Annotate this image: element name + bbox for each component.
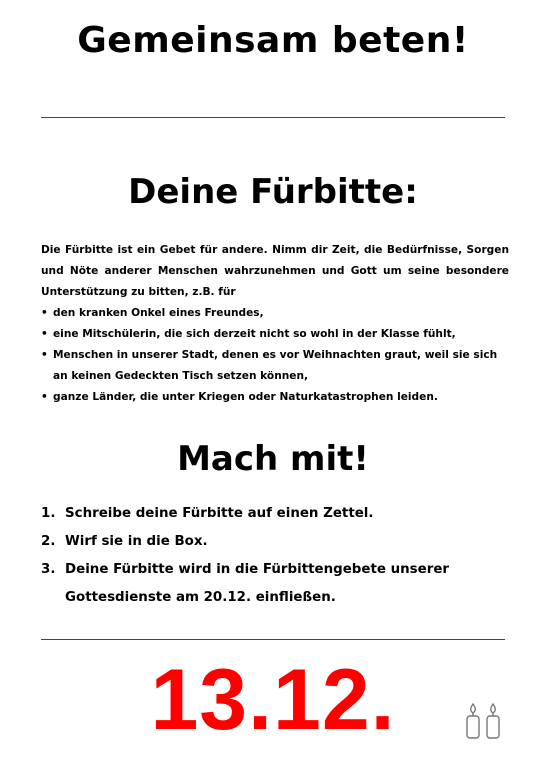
candles-icon — [464, 702, 504, 746]
list-item — [41, 387, 509, 408]
section-heading-request: Deine Fürbitte: — [128, 172, 418, 212]
step-text: Deine Fürbitte wird in die Fürbittengebete unserer Gottesdienste am 20.12. einfließen. — [65, 562, 450, 605]
bullet-marker: • — [41, 328, 48, 340]
intro-paragraph: Die Fürbitte ist ein Gebet für andere. Nimm dir Zeit, die Bedürfnisse, Sorgen und Nöte anderer Menschen wahrzunehmen und Gott um seine besondere Unterstützung zu bitten, z.B. für — [41, 244, 509, 298]
bullet-marker: • — [41, 307, 48, 319]
examples-list — [41, 303, 509, 408]
step-item — [41, 528, 511, 556]
list-item — [41, 345, 509, 387]
list-item-text: eine Mitschülerin, die sich derzeit nicht so wohl in der Klasse fühlt, — [53, 328, 456, 340]
list-item-text: Menschen in unserer Stadt, denen es vor Weihnachten graut, weil sie sich an keinen Gedeckten Tisch setzen können, — [53, 349, 498, 382]
page-title: Gemeinsam beten! — [77, 20, 469, 61]
step-number: 1. — [41, 506, 56, 521]
bullet-marker: • — [41, 391, 48, 403]
bullet-marker: • — [41, 349, 48, 361]
steps-list — [41, 500, 511, 612]
step-number: 2. — [41, 534, 56, 549]
event-date: 13.12. — [150, 652, 396, 748]
step-item — [41, 500, 511, 528]
top-divider — [41, 117, 505, 118]
step-number: 3. — [41, 562, 56, 577]
section-heading-join: Mach mit! — [177, 439, 369, 479]
step-text: Wirf sie in die Box. — [65, 534, 208, 549]
list-item — [41, 303, 509, 324]
bottom-divider — [41, 639, 505, 640]
list-item-text: den kranken Onkel eines Freundes, — [53, 307, 264, 319]
step-item — [41, 556, 511, 612]
list-item-text: ganze Länder, die unter Kriegen oder Naturkatastrophen leiden. — [53, 391, 438, 403]
list-item — [41, 324, 509, 345]
step-text: Schreibe deine Fürbitte auf einen Zettel. — [65, 506, 374, 521]
